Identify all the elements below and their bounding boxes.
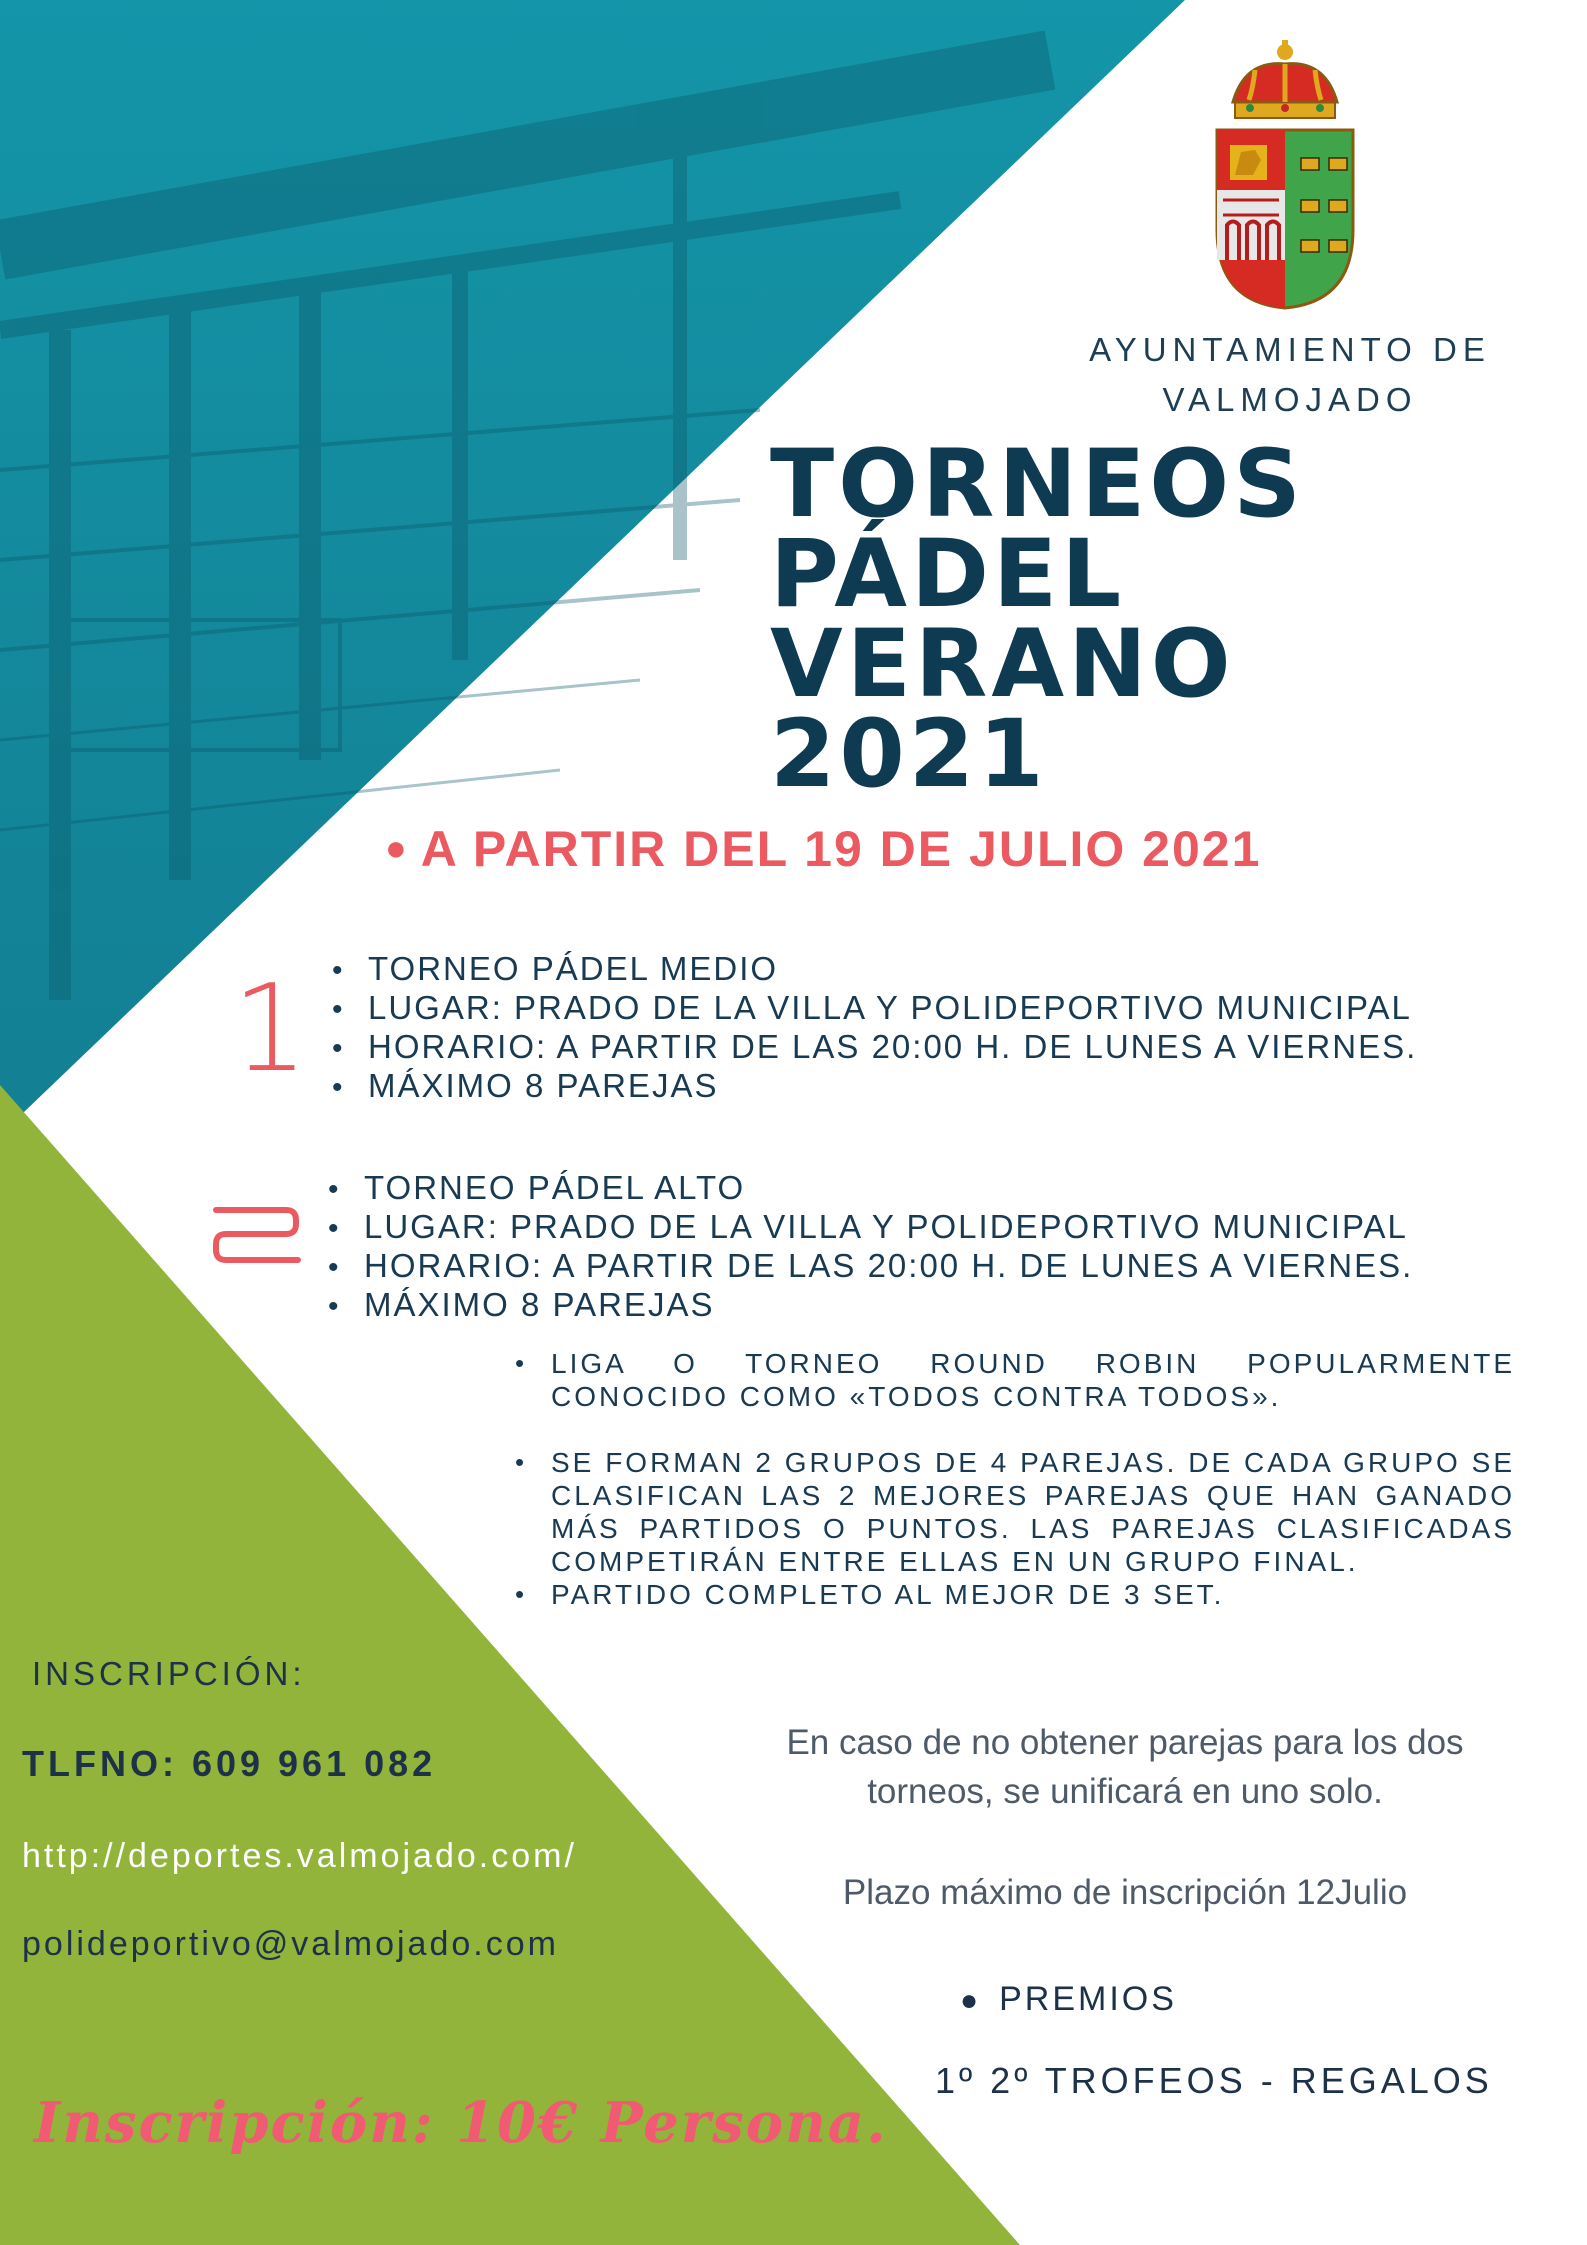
- tournament-2-details: [328, 1169, 1413, 1325]
- title-line-2: PÁDEL: [770, 520, 1126, 629]
- tournament-1-item: • LUGAR: PRADO DE LA VILLA Y POLIDEPORTIVO MUNICIPAL: [332, 989, 1417, 1028]
- crown-icon: [1233, 40, 1337, 118]
- phone-number: TLFNO: 609 961 082: [22, 1743, 437, 1784]
- tournament-2-item: • HORARIO: A PARTIR DE LAS 20:00 H. DE LUNES A VIERNES.: [328, 1247, 1413, 1286]
- tournament-2-number: [206, 1196, 306, 1276]
- registration-heading: INSCRIPCIÓN:: [32, 1655, 306, 1692]
- prizes-heading: [960, 1980, 1177, 2019]
- tournament-1-item: • MÁXIMO 8 PAREJAS: [332, 1067, 1417, 1106]
- website-link[interactable]: http://deportes.valmojado.com/: [22, 1837, 577, 1875]
- title-line-3: VERANO: [770, 610, 1235, 719]
- start-date: [385, 820, 1261, 878]
- tournament-rules: [515, 1347, 1515, 1611]
- title-line-4: 2021: [770, 700, 1048, 809]
- prizes-label: PREMIOS: [999, 1980, 1177, 2018]
- start-date-text: A PARTIR DEL 19 DE JULIO 2021: [420, 821, 1262, 877]
- prizes-detail: 1º 2º TROFEOS - REGALOS: [935, 2060, 1493, 2101]
- tournament-2-item: • LUGAR: PRADO DE LA VILLA Y POLIDEPORTIVO MUNICIPAL: [328, 1208, 1413, 1247]
- bullet-icon: ●: [960, 1984, 982, 2017]
- poster-title: [770, 430, 1305, 809]
- registration-deadline: Plazo máximo de inscripción 12Julio: [842, 1873, 1408, 1912]
- registration-fee: Inscripción: 10€ Persona.: [34, 2090, 888, 2156]
- organization-line-1: AYUNTAMIENTO DE: [1089, 331, 1491, 368]
- organization-name: [1040, 325, 1540, 425]
- tournament-1-item: • HORARIO: A PARTIR DE LAS 20:00 H. DE LUNES A VIERNES.: [332, 1028, 1417, 1067]
- unification-note: En caso de no obtener parejas para los dos torneos, se unificará en uno solo.: [786, 1723, 1464, 1811]
- tournament-1-number: 1: [232, 960, 309, 1099]
- rule-item: • LIGA O TORNEO ROUND ROBIN POPULARMENTE CONOCIDO COMO «TODOS CONTRA TODOS».: [515, 1347, 1515, 1413]
- tournament-1-item: • TORNEO PÁDEL MEDIO: [332, 950, 1417, 989]
- rule-item: • SE FORMAN 2 GRUPOS DE 4 PAREJAS. DE CADA GRUPO SE CLASIFICAN LAS 2 MEJORES PAREJAS QUE HAN GANADO MÁS PARTIDOS O PUNTOS. LAS PAREJAS CLASIFICADAS COMPETIRÁN ENTRE ELLAS EN UN GRUPO FINAL.: [515, 1446, 1515, 1578]
- title-line-1: TORNEOS: [770, 430, 1305, 539]
- organization-line-2: VALMOJADO: [1162, 381, 1418, 418]
- email-link[interactable]: polideportivo@valmojado.com: [22, 1925, 559, 1963]
- tournament-1-details: [332, 950, 1417, 1106]
- tournament-2-item: • TORNEO PÁDEL ALTO: [328, 1169, 1413, 1208]
- valmojado-coat-of-arms-icon: [1205, 40, 1365, 310]
- tournament-2-item: • MÁXIMO 8 PAREJAS: [328, 1286, 1413, 1325]
- bullet-icon: ●: [385, 827, 409, 868]
- rule-item: • PARTIDO COMPLETO AL MEJOR DE 3 SET.: [515, 1578, 1515, 1611]
